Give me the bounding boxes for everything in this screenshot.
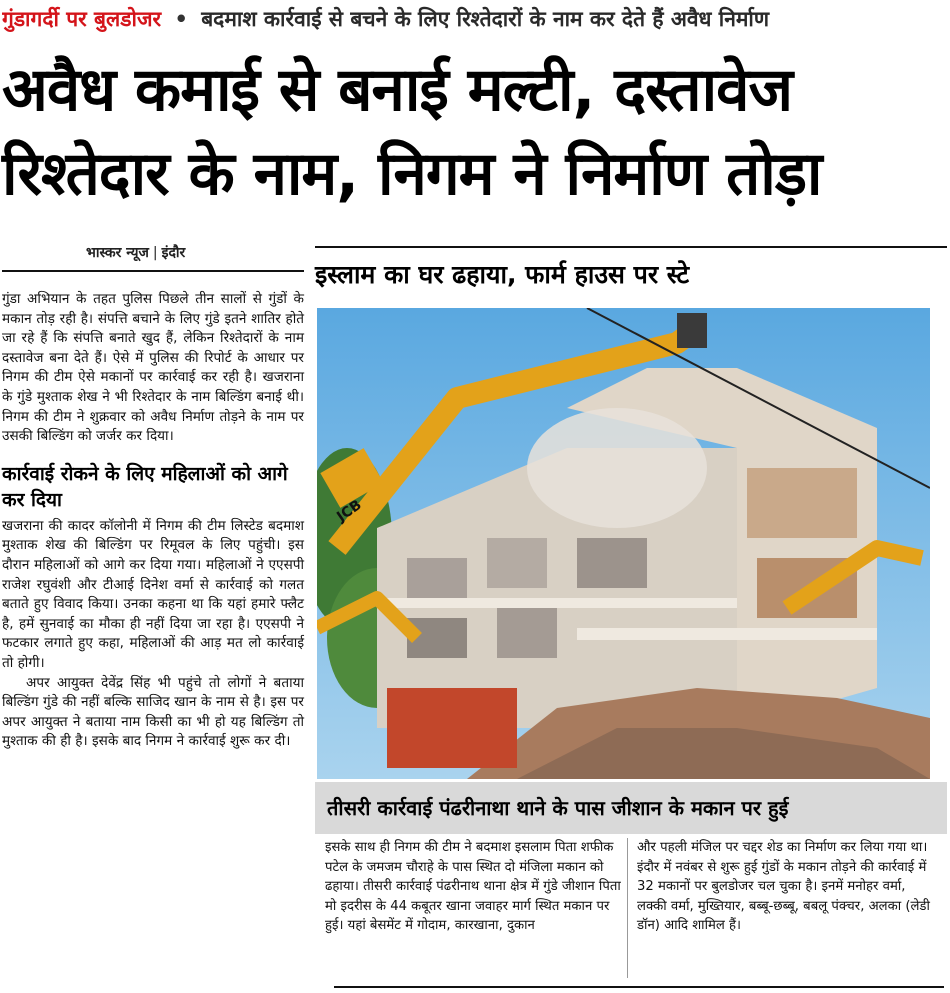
main-headline xyxy=(2,48,946,216)
byline-city: इंदौर xyxy=(161,245,186,261)
photo-caption: तीसरी कार्रवाई पंढरीनाथा थाने के पास जीशान के मकान पर हुई xyxy=(315,782,947,834)
left-subheading: कार्रवाई रोकने के लिए महिलाओं को आगे कर दिया xyxy=(2,462,288,511)
bottom-rule xyxy=(334,986,944,988)
left-column xyxy=(2,270,304,992)
right-heading: इस्लाम का घर ढहाया, फार्म हाउस पर स्टे xyxy=(315,260,690,289)
right-column xyxy=(315,246,947,993)
headline-line-1: अवैध कमाई से बनाई मल्टी, दस्तावेज xyxy=(2,55,793,125)
byline-separator: | xyxy=(152,245,158,261)
column-divider xyxy=(627,838,628,978)
left-paragraph-3: अपर आयुक्त देवेंद्र सिंह भी पहुंचे तो लोगों ने बताया बिल्डिंग गुंडे की नहीं बल्कि साजिद खान के नाम से है। इस पर अपर आयुक्त ने बताया नाम किसी का भी हो यह बिल्डिंग तो मुश्ताक की ही है। इसके बाद निगम ने कार्रवाई शुरू कर दी। xyxy=(2,674,304,750)
section-kicker: गुंडागर्दी पर बुलडोजर xyxy=(2,7,162,31)
deck-text: बदमाश कार्रवाई से बचने के लिए रिश्तेदारों के नाम कर देते हैं अवैध निर्माण xyxy=(201,7,770,31)
left-paragraph-1: गुंडा अभियान के तहत पुलिस पिछले तीन सालों से गुंडों के मकान तोड़ रही है। संपत्ति बचाने के लिए गुंडे इतने शातिर होते जा रहे हैं कि संपत्ति बनाते खुद हैं, लेकिन रिश्तेदारों के नाम दस्तावेज बना देते हैं। ऐसे में पुलिस की रिपोर्ट के आधार पर निगम की टीम ऐसे मकानों पर कार्रवाई कर रही है। खजराना के गुंडे मुश्ताक शेख ने भी रिश्तेदार के नाम बिल्डिंग बनाई थी। निगम की टीम ने शुक्रवार को अवैध निर्माण तोड़ने के नाम पर उसकी बिल्डिंग को जर्जर कर दिया। xyxy=(2,291,304,445)
right-text-column-b: और पहली मंजिल पर चद्दर शेड का निर्माण कर लिया गया था। इंदौर में नवंबर से शुरू हुई गुंडों के मकान तोड़ने की कार्रवाई में 32 मकानों पर बुलडोजर चल चुका है। इनमें मनोहर वर्मा, लक्की वर्मा, मुख्तियार, बब्बू-छब्बू, बबलू पंक्चर, अलका (लेडी डॉन) आदि शामिल हैं। xyxy=(637,840,930,934)
kicker-bullet: • xyxy=(174,7,188,31)
byline-source: भास्कर न्यूज xyxy=(86,245,149,261)
headline-line-2: रिश्तेदार के नाम, निगम ने निर्माण तोड़ा xyxy=(2,139,822,209)
top-deck-line xyxy=(2,2,942,36)
demolition-photo xyxy=(317,308,930,779)
left-paragraph-2: खजराना की कादर कॉलोनी में निगम की टीम लिस्टेड बदमाश मुश्ताक शेख की बिल्डिंग पर रिमूवल के लिए पहुंची। इस दौरान महिलाओं को आगे कर दिया गया। महिलाओं ने एएसपी राजेश रघुवंशी और टीआई दिनेश वर्मा से कार्रवाई को गलत बताते हुए विवाद किया। उनका कहना था कि यहां हमारे फ्लैट है, हमें सुनवाई का मौका ही नहीं दिया जा रहा है। एएसपी ने फटकार लगाते हुए कहा, महिलाओं की आड़ मत लो कार्रवाई तो होगी। xyxy=(2,517,304,671)
jcb-label: JCB xyxy=(334,497,365,526)
right-text-column-a: इसके साथ ही निगम की टीम ने बदमाश इसलाम पिता शफीक पटेल के जमजम चौराहे के पास स्थित दो मंजिला मकान को ढहाया। तीसरी कार्रवाई पंढरीनाथ थाना क्षेत्र में गुंडे जीशान पिता मो इदरीस के 44 कबूतर खाना जवाहर मार्ग स्थित मकान पर हुई। यहां बेसमेंट में गोदाम, कारखाना, दुकान xyxy=(325,840,621,934)
demolition-illustration xyxy=(317,308,930,779)
byline xyxy=(86,243,185,262)
